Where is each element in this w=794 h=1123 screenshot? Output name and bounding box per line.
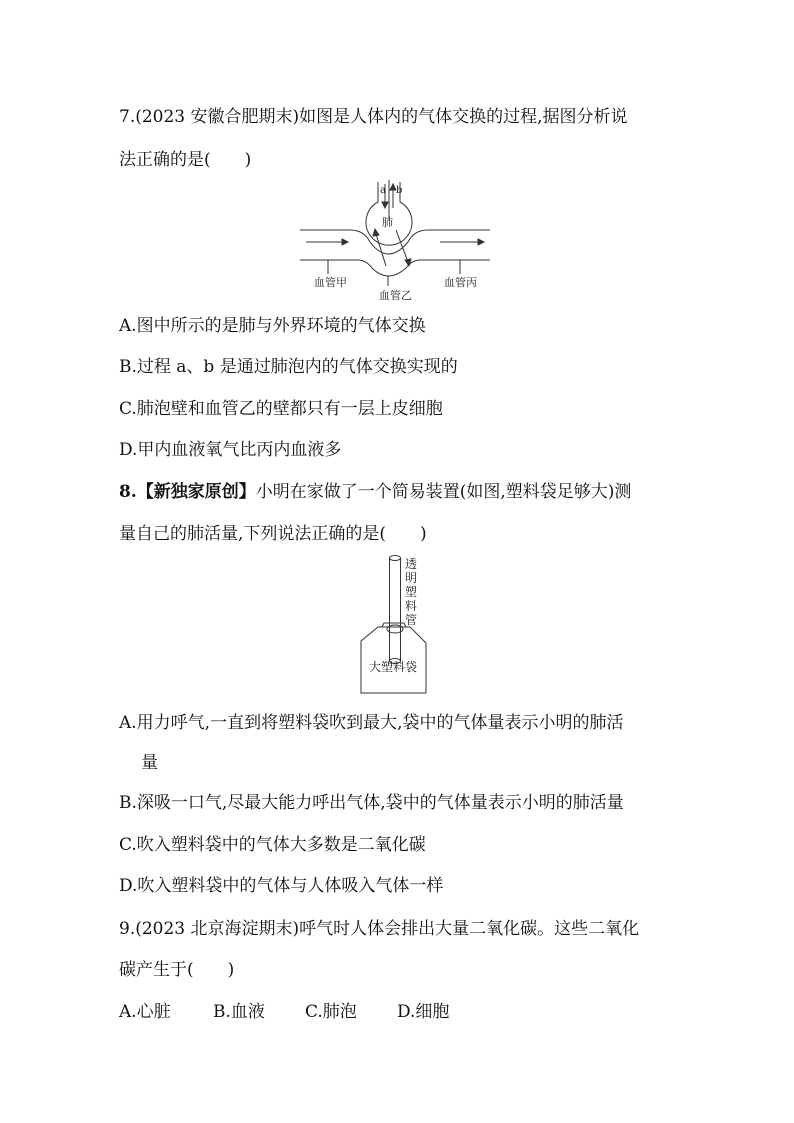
q9-option-a: A.心脏 [119,1002,171,1022]
q9-stem-line2: 碳产生于( ) [119,960,235,980]
vessel-pointer-lines [328,260,460,286]
label-a: a [380,185,386,196]
q7-option-d: D.甲内血液氧气比丙内血液多 [119,440,342,460]
q8-option-a-line2: 量 [141,753,158,773]
bag-label: 大塑料袋 [369,660,418,674]
tube-label-char-1: 透 [405,557,418,571]
q7-option-c: C.肺泡壁和血管乙的壁都只有一层上皮细胞 [119,399,443,419]
q9-option-c: C.肺泡 [305,1002,357,1022]
plastic-bag-shape [361,623,426,693]
tube-label-char-2: 明 [405,571,418,585]
q8-option-d: D.吹入塑料袋中的气体与人体吸入气体一样 [119,876,444,896]
tube-label-char-5: 管 [405,613,418,627]
q9-option-b: B.血液 [213,1002,265,1022]
exchange-arrows [373,229,411,266]
q7-option-b: B.过程 a、b 是通过肺泡内的气体交换实现的 [119,357,458,377]
q8-option-c: C.吹入塑料袋中的气体大多数是二氧化碳 [119,835,426,855]
q8-stem-line1 [119,480,631,504]
label-vessel-bing: 血管丙 [444,276,477,289]
q9-stem-line1: 9.(2023 北京海淀期末)呼气时人体会排出大量二氧化碳。这些二氧化 [119,919,640,939]
q7-stem-line1: 7.(2023 安徽合肥期末)如图是人体内的气体交换的过程,据图分析说 [119,107,628,127]
q8-option-a-line1: A.用力呼气,一直到将塑料袋吹到最大,袋中的气体量表示小明的肺活 [119,713,624,733]
tube-label-char-3: 塑 [405,585,418,599]
q8-tag: 【新独家原创】 [136,482,256,502]
q7-stem-line2: 法正确的是( ) [119,150,252,170]
q9-option-d: D.细胞 [397,1002,450,1022]
transparent-tube-shape [387,556,403,664]
label-vessel-jia: 血管甲 [314,276,347,289]
label-vessel-yi: 血管乙 [379,289,412,302]
q7-gas-exchange-diagram [300,180,500,302]
q8-number: 8. [119,482,137,502]
label-b: b [396,185,403,196]
label-lung: 肺 [382,216,393,229]
tube-label-char-4: 料 [405,599,418,613]
q8-stem-line2: 量自己的肺活量,下列说法正确的是( ) [119,524,427,544]
q8-lung-capacity-device-diagram [360,553,430,695]
q8-option-b: B.深吸一口气,尽最大能力呼出气体,袋中的气体量表示小明的肺活量 [119,793,624,813]
q7-option-a: A.图中所示的是肺与外界环境的气体交换 [119,316,426,336]
q8-stem-text: 小明在家做了一个简易装置(如图,塑料袋足够大)测 [255,482,632,502]
